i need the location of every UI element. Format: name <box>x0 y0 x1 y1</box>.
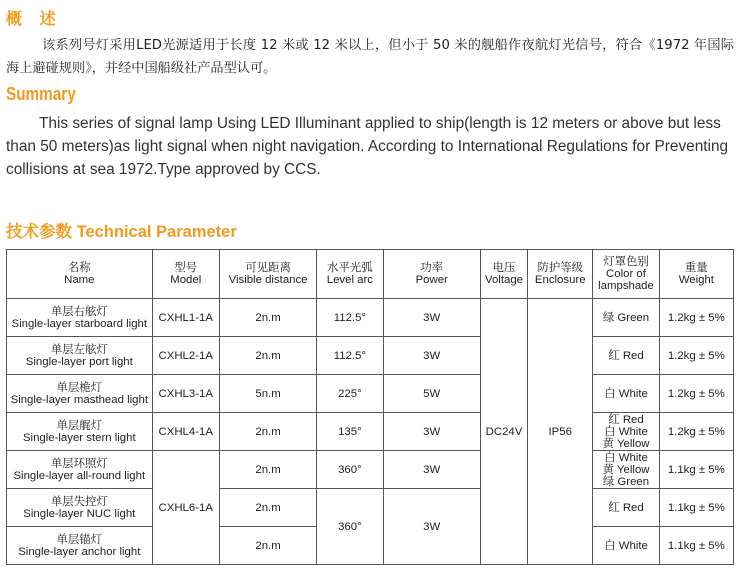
voltage-cell: DC24V <box>480 299 527 565</box>
header-lampshade-color: 灯罩色别 Color of lampshade <box>593 250 659 299</box>
power-cell: 3W <box>383 413 480 451</box>
model-cell: CXHL4-1A <box>152 413 219 451</box>
table-header-row <box>7 250 734 299</box>
power-cell: 5W <box>383 375 480 413</box>
color-cell: 白 White <box>593 527 659 565</box>
arc-cell: 135° <box>317 413 383 451</box>
table-row <box>7 451 734 489</box>
name-cell: 单层桅灯 Single-layer masthead light <box>7 375 153 413</box>
weight-cell: 1.2kg ± 5% <box>659 299 733 337</box>
header-visible-distance: 可见距离 Visible distance <box>219 250 316 299</box>
header-voltage: 电压 Voltage <box>480 250 527 299</box>
model-cell: CXHL2-1A <box>152 337 219 375</box>
table-row <box>7 413 734 451</box>
enclosure-cell: IP56 <box>528 299 593 565</box>
arc-cell: 225° <box>317 375 383 413</box>
overview-heading: 概 述 <box>6 9 62 28</box>
overview-paragraph: 该系列号灯采用LED光源适用于长度 12 米或 12 米以上，但小于 50 米的舰船作夜航灯光信号，符合《1972 年国际海上避碰规则》，并经中国船级社产品型认可。 <box>6 38 734 76</box>
header-power: 功率 Power <box>383 250 480 299</box>
table-row <box>7 299 734 337</box>
header-model: 型号 Model <box>152 250 219 299</box>
distance-cell: 2n.m <box>219 413 316 451</box>
color-cell: 白 White <box>593 375 659 413</box>
header-name: 名称 Name <box>7 250 153 299</box>
weight-cell: 1.2kg ± 5% <box>659 375 733 413</box>
weight-cell: 1.1kg ± 5% <box>659 527 733 565</box>
color-cell: 绿 Green <box>593 299 659 337</box>
name-cell: 单层锚灯 Single-layer anchor light <box>7 527 153 565</box>
header-enclosure: 防护等级 Enclosure <box>528 250 593 299</box>
color-cell: 红 Red 白 White 黄 Yellow <box>593 413 659 451</box>
distance-cell: 2n.m <box>219 527 316 565</box>
distance-cell: 2n.m <box>219 299 316 337</box>
table-row <box>7 489 734 527</box>
arc-cell: 360° <box>317 489 383 565</box>
power-cell: 3W <box>383 299 480 337</box>
header-level-arc: 水平光弧 Level arc <box>317 250 383 299</box>
weight-cell: 1.1kg ± 5% <box>659 451 733 489</box>
color-cell: 白 White 黄 Yellow 绿 Green <box>593 451 659 489</box>
model-cell: CXHL3-1A <box>152 375 219 413</box>
summary-paragraph: This series of signal lamp Using LED Illuminant applied to ship(length is 12 meters or above but less than 50 meters)as light signal when night navigation. According to International Regulations for Preventing collisions at sea 1972.Type approved by CCS. <box>6 115 729 178</box>
model-cell: CXHL1-1A <box>152 299 219 337</box>
header-weight: 重量 Weight <box>659 250 733 299</box>
name-cell: 单层艉灯 Single-layer stern light <box>7 413 153 451</box>
model-cell: CXHL6-1A <box>152 451 219 565</box>
color-cell: 红 Red <box>593 337 659 375</box>
power-cell: 3W <box>383 337 480 375</box>
weight-cell: 1.1kg ± 5% <box>659 489 733 527</box>
distance-cell: 5n.m <box>219 375 316 413</box>
distance-cell: 2n.m <box>219 489 316 527</box>
arc-cell: 360° <box>317 451 383 489</box>
power-cell: 3W <box>383 489 480 565</box>
table-row <box>7 375 734 413</box>
name-cell: 单层失控灯 Single-layer NUC light <box>7 489 153 527</box>
summary-heading: Summary <box>6 84 76 104</box>
technical-parameter-heading: 技术参数 Technical Parameter <box>6 223 237 241</box>
distance-cell: 2n.m <box>219 337 316 375</box>
name-cell: 单层左舷灯 Single-layer port light <box>7 337 153 375</box>
power-cell: 3W <box>383 451 480 489</box>
name-cell: 单层右舷灯 Single-layer starboard light <box>7 299 153 337</box>
color-cell: 红 Red <box>593 489 659 527</box>
name-cell: 单层环照灯 Single-layer all-round light <box>7 451 153 489</box>
distance-cell: 2n.m <box>219 451 316 489</box>
arc-cell: 112.5° <box>317 337 383 375</box>
technical-parameter-table <box>6 249 734 565</box>
weight-cell: 1.2kg ± 5% <box>659 413 733 451</box>
table-row <box>7 337 734 375</box>
arc-cell: 112.5° <box>317 299 383 337</box>
weight-cell: 1.2kg ± 5% <box>659 337 733 375</box>
